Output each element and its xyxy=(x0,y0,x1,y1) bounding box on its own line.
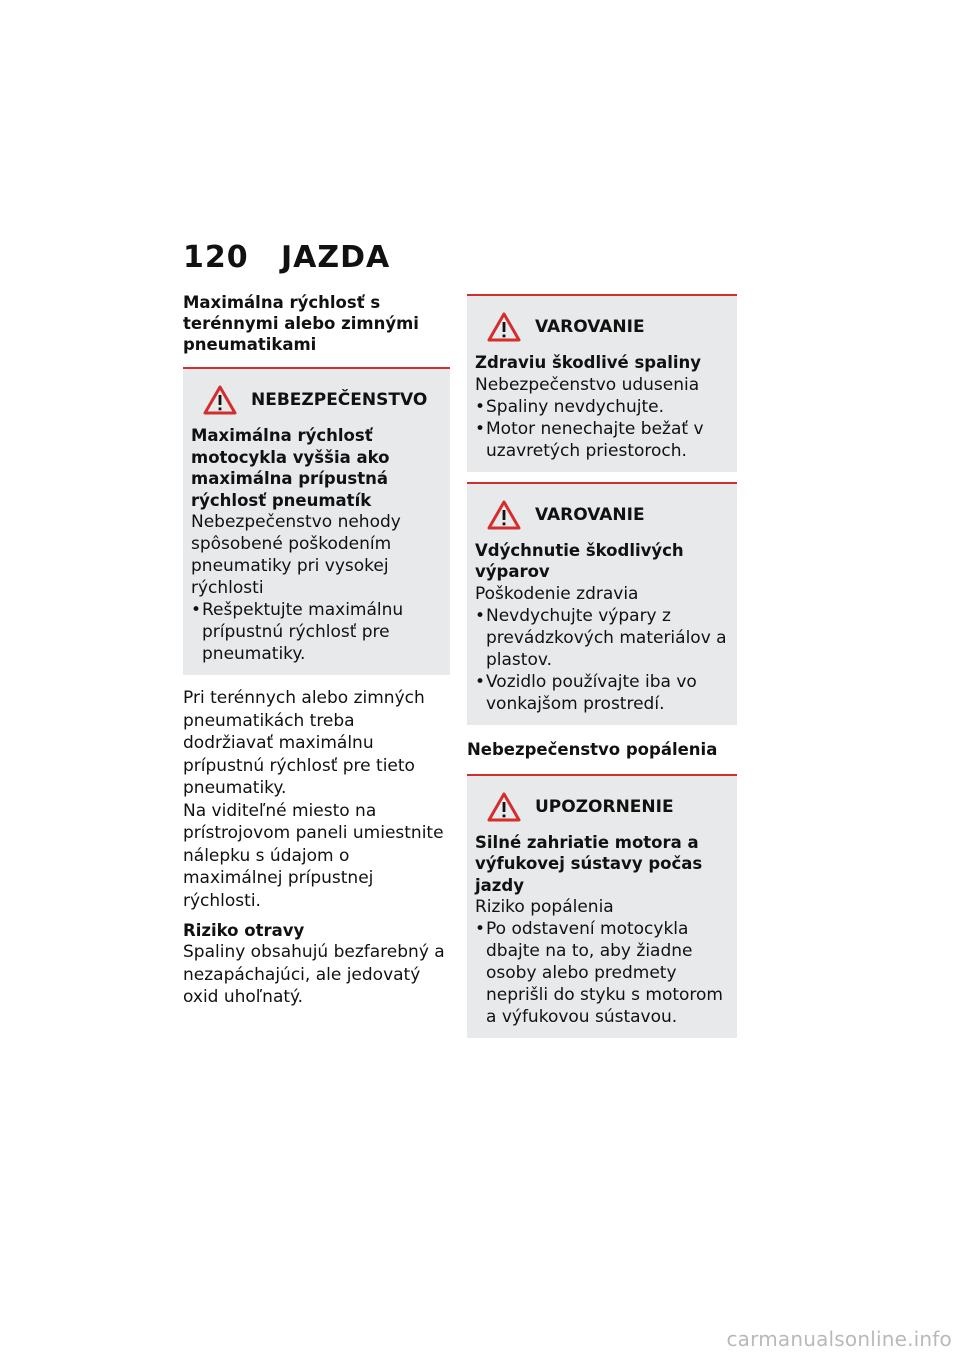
warning-label: VAROVANIE xyxy=(535,317,645,337)
list-item: • Po odstavení motocykla dbajte na to, aby žiadne osoby alebo predmety neprišli do styku s motorom a výfukovou sústavou. xyxy=(475,918,731,1028)
caution-bullets xyxy=(475,918,731,1028)
section-heading-max-speed: Maximálna rýchlosť s terénnymi alebo zimnými pneumatikami xyxy=(183,293,419,354)
warning-bullets xyxy=(475,605,731,715)
watermark: carmanualsonline.info xyxy=(726,1327,952,1351)
list-item: • Vozidlo používajte iba vo vonkajšom prostredí. xyxy=(475,671,731,715)
page-number: 120 xyxy=(183,240,249,275)
warning-heading: Vdýchnutie škodlivých výparov xyxy=(475,540,684,581)
danger-box-title xyxy=(191,385,442,415)
warning-box-fumes xyxy=(467,482,737,725)
danger-text: Nebezpečenstvo nehody spôsobené poškodením pneumatiky pri vysokej rýchlosti xyxy=(191,512,401,598)
list-item: • Nevdychujte výpary z prevádzkových materiálov a plastov. xyxy=(475,605,731,671)
paragraph-poison: Spaliny obsahujú bezfarebný a nezapáchajúci, ale jedovatý oxid uhoľnatý. xyxy=(183,942,445,1007)
right-column xyxy=(467,294,737,1038)
danger-heading: Maximálna rýchlosť motocykla vyššia ako maximálna prípustná rýchlosť pneumatík xyxy=(191,426,390,510)
warning-heading: Zdraviu škodlivé spaliny xyxy=(475,353,702,372)
caution-box xyxy=(467,774,737,1039)
list-item: • Spaliny nevdychujte. xyxy=(475,396,731,418)
caution-heading: Silné zahriatie motora a výfukovej sústavy počas jazdy xyxy=(475,832,703,895)
paragraph-sticker: Na viditeľné miesto na prístrojovom paneli umiestnite nálepku s údajom o maximálnej prípustnej rýchlosti. xyxy=(183,800,444,911)
danger-label: NEBEZPEČENSTVO xyxy=(251,390,428,410)
danger-box xyxy=(183,367,450,675)
warning-triangle-icon xyxy=(487,792,521,822)
warning-triangle-icon xyxy=(487,500,521,530)
list-item: • Motor nenechajte bežať v uzavretých priestoroch. xyxy=(475,418,731,462)
section-title: JAZDA xyxy=(281,240,391,275)
warning-box-title xyxy=(475,312,731,342)
warning-triangle-icon xyxy=(487,312,521,342)
warning-bullets xyxy=(475,396,731,462)
danger-bullets xyxy=(191,599,442,665)
caution-text: Riziko popálenia xyxy=(475,897,614,917)
warning-box-exhaust xyxy=(467,294,737,472)
list-item: • Rešpektujte maximálnu prípustnú rýchlosť pre pneumatiky. xyxy=(191,599,442,665)
caution-label: UPOZORNENIE xyxy=(535,796,674,817)
section-heading-poison: Riziko otravy xyxy=(183,921,305,940)
warning-triangle-icon xyxy=(203,385,237,415)
warning-label: VAROVANIE xyxy=(535,504,645,525)
left-column xyxy=(183,292,450,1009)
section-heading-burn: Nebezpečenstvo popálenia xyxy=(467,739,718,759)
warning-box-title xyxy=(475,500,731,530)
paragraph-tires: Pri terénnych alebo zimných pneumatikách treba dodržiavať maximálnu prípustnú rýchlosť pre tieto pneumatiky. xyxy=(183,688,425,798)
caution-box-title xyxy=(475,792,731,822)
warning-text: Nebezpečenstvo udusenia xyxy=(475,374,700,395)
page-header xyxy=(183,240,390,275)
warning-text: Poškodenie zdravia xyxy=(475,583,639,604)
